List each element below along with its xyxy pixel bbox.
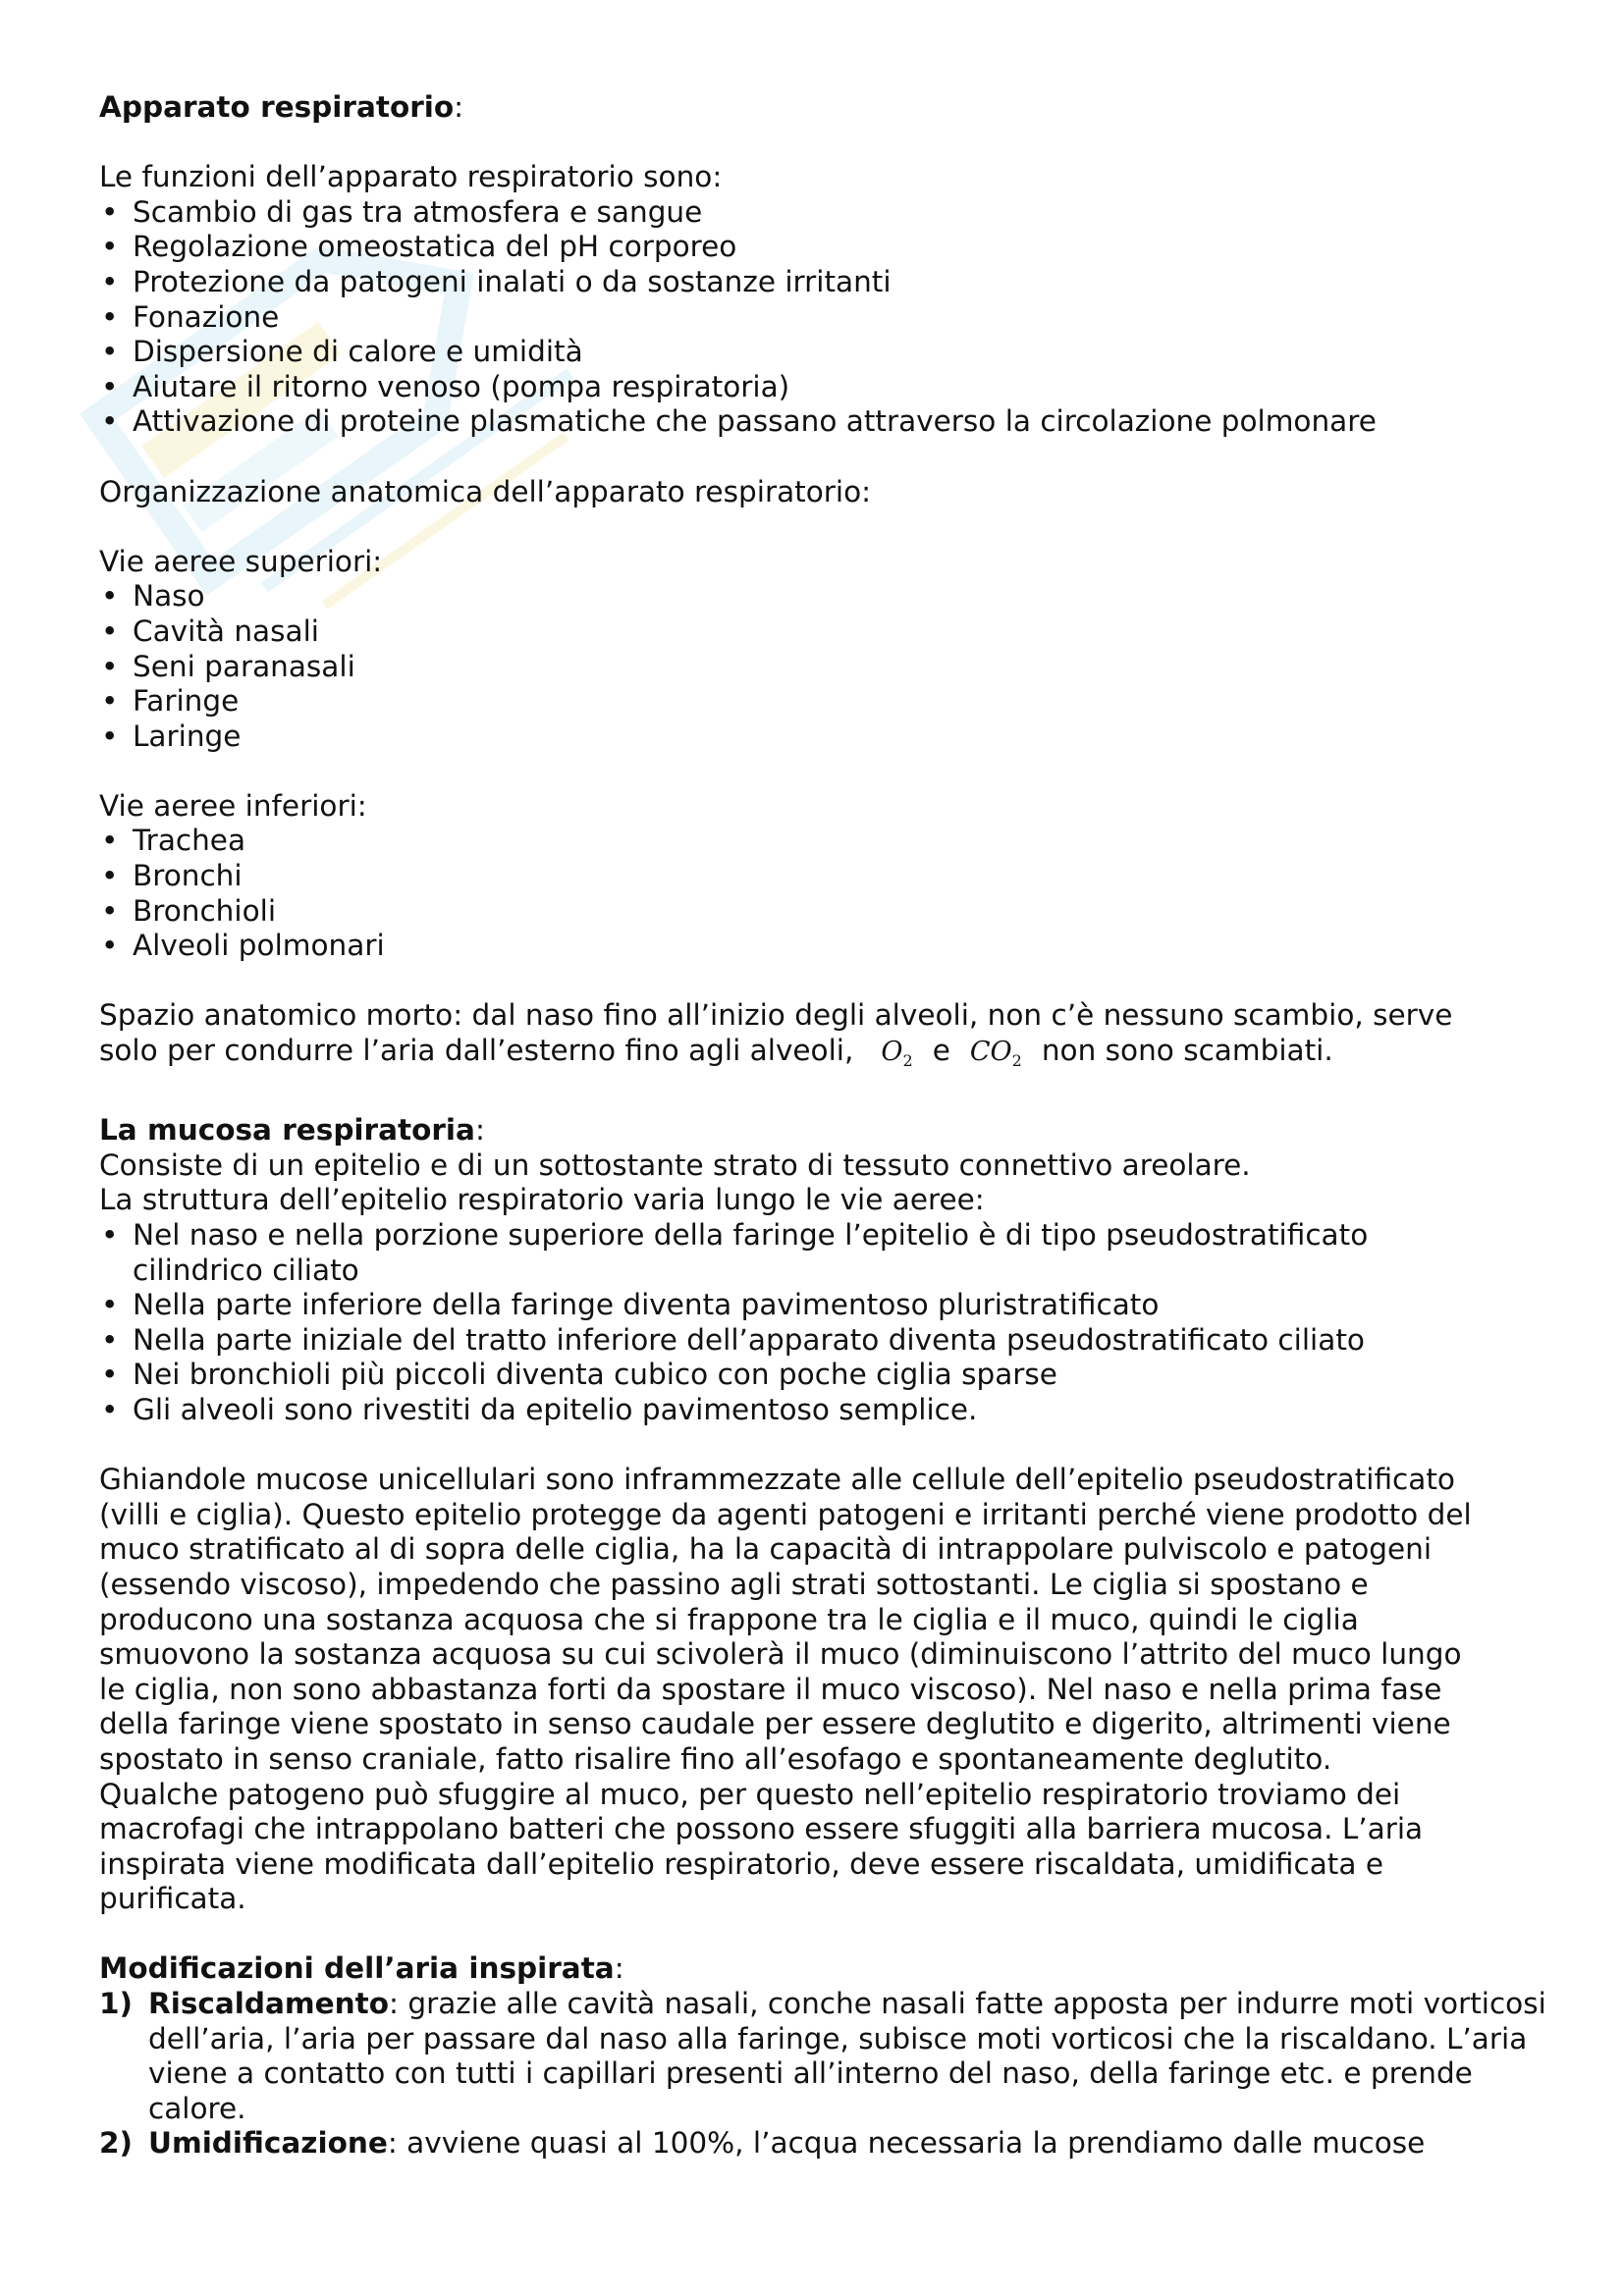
paragraph-line: (essendo viscoso), impedendo che passino agli strati sottostanti. Le ciglia si spostano e [99,1567,1369,1601]
list-item: • Cavità nasali [99,614,1542,650]
paragraph-line: le ciglia, non sono abbastanza forti da spostare il muco viscoso). Nel naso e nella prima fase [99,1672,1442,1706]
document-page [99,90,1546,2162]
paragraph-line: (villi e ciglia). Questo epitelio protegge da agenti patogeni e irritanti perché viene prodotto del [99,1497,1472,1531]
paragraph-line: purificata. [99,1882,246,1916]
paragraph-line: della faringe viene spostato in senso caudale per essere deglutito e digerito, altrimenti viene [99,1707,1451,1741]
list-item: • Faringe [99,684,1542,720]
upper-airways-heading: Vie aeree superiori: [99,544,383,578]
list-item: • Trachea [99,824,1542,859]
list-item: • Fonazione [99,300,1542,336]
functions-intro: Le funzioni dell’apparato respiratorio sono: [99,160,723,194]
list-item: • Gli alveoli sono rivestiti da epitelio pavimentoso semplice. [99,1393,1542,1428]
doc-title: Apparato respiratorio: [99,90,464,124]
paragraph-line: muco stratificato al di sopra delle ciglia, ha la capacità di intrappolare pulviscolo e patogeni [99,1532,1433,1567]
list-item: 2) Umidificazione: avviene quasi al 100%, l’acqua necessaria la prendiamo dalle mucose [99,2126,1426,2161]
term-heating: Riscaldamento [148,1987,390,2021]
list-item: • Regolazione omeostatica del pH corporeo [99,230,1542,265]
paragraph-line: smuovono la sostanza acquosa su cui scivolerà il muco (diminuiscono l’attrito del muco lungo [99,1637,1462,1672]
list-item: 1) Riscaldamento: grazie alle cavità nasali, conche nasali fatte apposta per indurre moti vorticosi dell’aria, l’aria per passare dal naso alla faringe, subisce moti vorticosi che la riscaldano. L’aria viene a contatto con tutti i capillari presenti all’interno del naso, della faringe etc. e prende calore. [99,1987,1546,2125]
paragraph-line: macrofagi che intrappolano batteri che possono essere sfuggiti alla barriera mucosa. L’aria [99,1812,1424,1846]
modifications-title: Modificazioni dell’aria inspirata: [99,1951,624,1986]
epithelium-list [99,1218,1542,1428]
co2-formula: $CO_2$ [969,1037,1022,1071]
dead-space-line1: Spazio anatomico morto: dal naso fino all’inizio degli alveoli, non c’è nessuno scambio, serve [99,998,1453,1033]
organization-heading: Organizzazione anatomica dell’apparato respiratorio: [99,474,872,508]
mucosa-line1: Consiste di un epitelio e di un sottostante strato di tessuto connettivo areolare. [99,1148,1251,1182]
term-humidification: Umidificazione [148,2126,388,2161]
functions-list [99,195,1542,440]
mucus-paragraph [99,1463,1542,1917]
lower-airways-list [99,824,1542,963]
list-item: • Nei bronchioli più piccoli diventa cubico con poche ciglia sparse [99,1358,1542,1393]
paragraph-line: producono una sostanza acquosa che si frappone tra le ciglia e il muco, quindi le ciglia [99,1602,1359,1636]
list-item: • Nella parte iniziale del tratto inferiore dell’apparato diventa pseudostratificato ciliato [99,1323,1542,1359]
list-item: • Seni paranasali [99,650,1542,685]
mucosa-line2: La struttura dell’epitelio respiratorio varia lungo le vie aeree: [99,1183,985,1217]
list-item: • Attivazione di proteine plasmatiche che passano attraverso la circolazione polmonare [99,404,1542,440]
list-item: • Bronchioli [99,894,1542,930]
dead-space-line2 [99,1034,1542,1079]
list-item: • Nel naso e nella porzione superiore della faringe l’epitelio è di tipo pseudostratificato cilindrico ciliato [99,1218,1488,1288]
conjunction: e [932,1034,950,1068]
paragraph-line: Ghiandole mucose unicellulari sono inframmezzate alle cellule dell’epitelio pseudostratificato [99,1463,1455,1497]
list-item: • Scambio di gas tra atmosfera e sangue [99,195,1542,231]
list-item: • Protezione da patogeni inalati o da sostanze irritanti [99,265,1542,300]
list-item: • Alveoli polmonari [99,929,1542,964]
dead-space-tail: non sono scambiati. [1041,1034,1333,1068]
list-item: • Dispersione di calore e umidità [99,335,1542,370]
modifications-list [99,1987,1546,2162]
dead-space-text: solo per condurre l’aria dall’esterno fino agli alveoli, [99,1034,854,1068]
paragraph-line: inspirata viene modificata dall’epitelio respiratorio, deve essere riscaldata, umidificata e [99,1846,1383,1881]
list-item: • Nella parte inferiore della faringe diventa pavimentoso pluristratificato [99,1288,1542,1323]
list-item: • Naso [99,579,1542,614]
list-item: • Laringe [99,720,1542,755]
list-item: • Aiutare il ritorno venoso (pompa respiratoria) [99,370,1542,405]
paragraph-line: Qualche patogeno può sfuggire al muco, per questo nell’epitelio respiratorio troviamo dei [99,1777,1401,1811]
mucosa-title: La mucosa respiratoria: [99,1113,485,1148]
upper-airways-list [99,579,1542,754]
list-item: • Bronchi [99,859,1542,894]
o2-formula: $O_2$ [881,1037,913,1071]
paragraph-line: spostato in senso craniale, fatto risalire fino all’esofago e spontaneamente deglutito. [99,1741,1332,1776]
lower-airways-heading: Vie aeree inferiori: [99,788,367,823]
